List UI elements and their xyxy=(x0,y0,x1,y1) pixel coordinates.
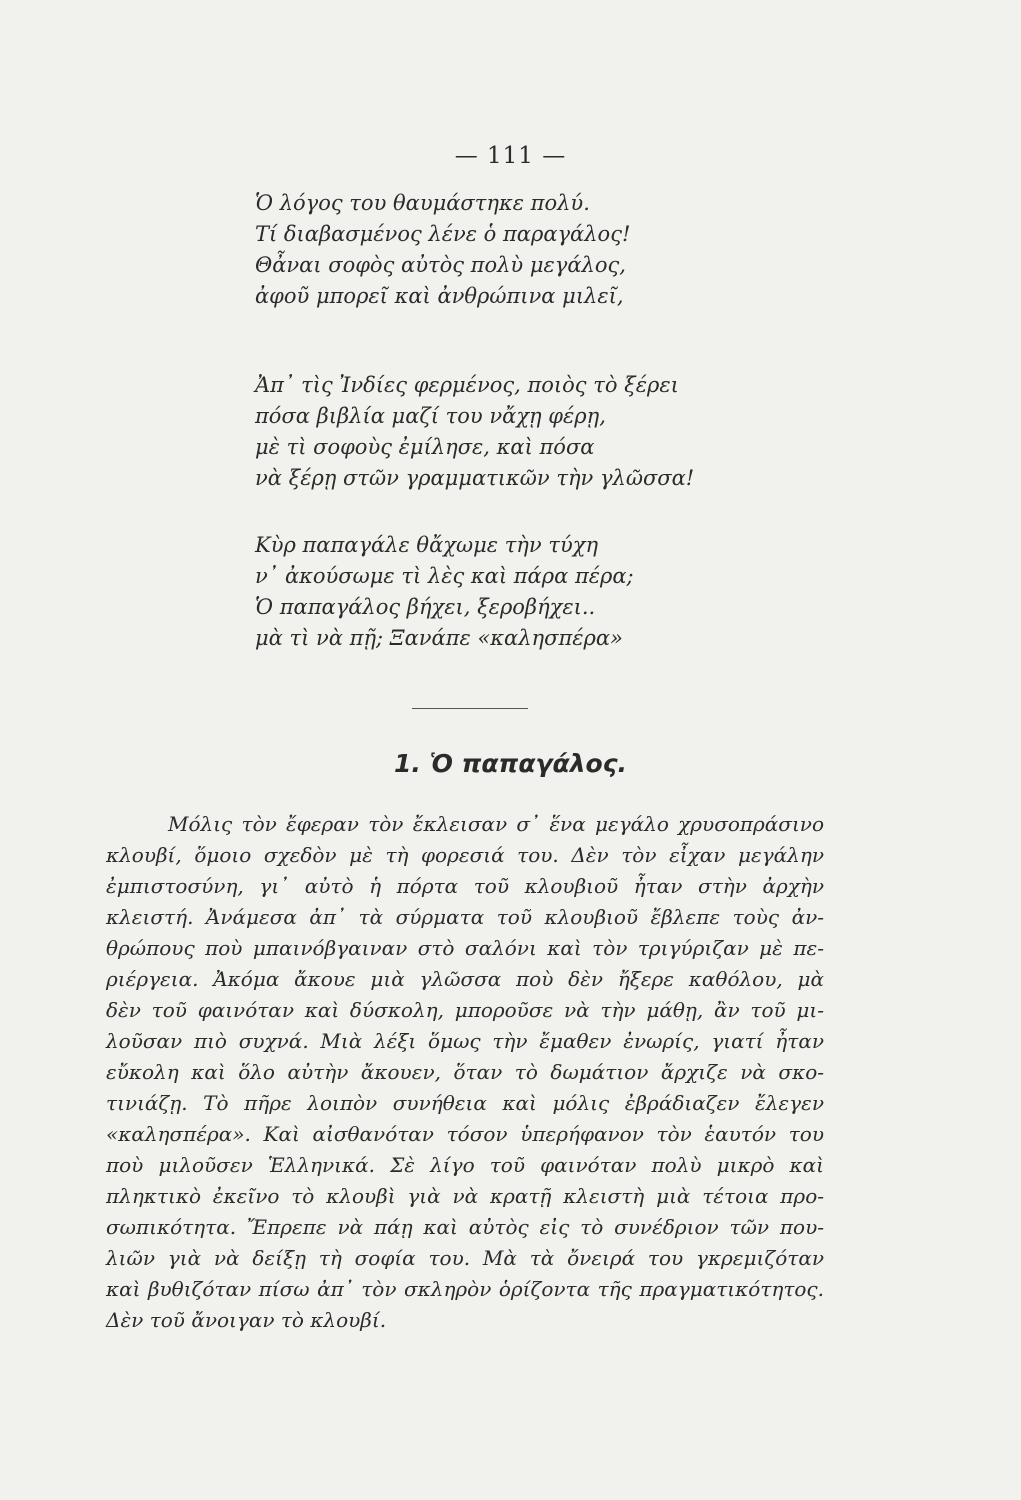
poem-line: Ὁ παπαγάλος βήχει, ξεροβήχει.. xyxy=(255,595,596,619)
prose-line: θρώπους ποὺ μπαινόβγαιναν στὸ σαλόνι καὶ τὸν τριγύριζαν μὲ πε- xyxy=(106,936,824,960)
poem-line: νὰ ξέρῃ στῶν γραμματικῶν τὴν γλῶσσα! xyxy=(255,466,695,490)
prose-line: ριέργεια. Ἀκόμα ἄκουε μιὰ γλῶσσα ποὺ δὲν ἤξερε καθόλου, μὰ xyxy=(106,967,824,991)
prose-line: κλουβί, ὅμοιο σχεδὸν μὲ τὴ φορεσιά του. Δὲν τὸν εἶχαν μεγάλην xyxy=(106,843,824,867)
prose-line: πληκτικὸ ἐκεῖνο τὸ κλουβὶ γιὰ νὰ κρατῇ κλειστὴ μιὰ τέτοια προ- xyxy=(106,1184,824,1208)
prose-line: ἐμπιστοσύνη, γι᾿ αὐτὸ ἡ πόρτα τοῦ κλουβιοῦ ἦταν στὴν ἀρχὴν xyxy=(106,874,824,898)
poem-line: Θἆναι σοφὸς αὐτὸς πολὺ μεγάλος, xyxy=(255,253,626,277)
poem-line: Ὁ λόγος του θαυμάστηκε πολύ. xyxy=(255,191,590,215)
prose-line: ποὺ μιλοῦσεν Ἑλληνικά. Σὲ λίγο τοῦ φαινόταν πολὺ μικρὸ καὶ xyxy=(106,1153,824,1177)
poem-stanza-2 xyxy=(255,370,694,494)
prose-paragraph xyxy=(106,809,824,1336)
prose-line: Μόλις τὸν ἔφεραν τὸν ἔκλεισαν σ᾿ ἕνα μεγάλο χρυσοπράσινο xyxy=(168,812,824,836)
prose-line: Δὲν τοῦ ἄνοιγαν τὸ κλουβί. xyxy=(106,1308,387,1332)
prose-line: σωπικότητα. Ἔπρεπε νὰ πάῃ καὶ αὐτὸς εἰς τὸ συνέδριον τῶν που- xyxy=(106,1215,824,1239)
poem-line: πόσα βιβλία μαζί του νἄχῃ φέρῃ, xyxy=(255,404,606,428)
page-number: — 111 — xyxy=(454,143,567,169)
poem-line: Ἀπ᾿ τὶς Ἰνδίες φερμένος, ποιὸς τὸ ξέρει xyxy=(255,373,679,397)
poem-line: μὲ τὶ σοφοὺς ἐμίλησε, καὶ πόσα xyxy=(255,435,595,459)
poem-line: ἀφοῦ μπορεῖ καὶ ἀνθρώπινα μιλεῖ, xyxy=(255,284,624,308)
section-divider xyxy=(412,708,528,709)
poem-stanza-3 xyxy=(255,530,634,654)
prose-line: λοῦσαν πιὸ συχνά. Μιὰ λέξι ὅμως τὴν ἔμαθεν ἐνωρίς, γιατί ἦταν xyxy=(106,1029,824,1053)
poem-line: Κὺρ παπαγάλε θἄχωμε τὴν τύχη xyxy=(255,533,599,557)
poem-line: μὰ τὶ νὰ πῇ; Ξανάπε «καλησπέρα» xyxy=(255,626,623,650)
prose-line: λιῶν γιὰ νὰ δείξῃ τὴ σοφία του. Μὰ τὰ ὄνειρά του γκρεμιζόταν xyxy=(106,1246,824,1270)
section-title: 1. Ὁ παπαγάλος. xyxy=(393,749,628,778)
prose-line: τινιάζῃ. Τὸ πῆρε λοιπὸν συνήθεια καὶ μόλις ἐβράδιαζεν ἔλεγεν xyxy=(106,1091,824,1115)
poem-stanza-1 xyxy=(255,188,630,312)
prose-line: εὔκολη καὶ ὅλο αὐτὴν ἄκουεν, ὅταν τὸ δωμάτιον ἄρχιζε νὰ σκο- xyxy=(106,1060,824,1084)
poem-line: Τί διαβασμένος λένε ὁ παραγάλος! xyxy=(255,222,631,246)
prose-line: δὲν τοῦ φαινόταν καὶ δύσκολη, μποροῦσε νὰ τὴν μάθῃ, ἂν τοῦ μι- xyxy=(106,998,824,1022)
prose-line: «καλησπέρα». Καὶ αἰσθανόταν τόσον ὑπερήφανον τὸν ἑαυτόν του xyxy=(106,1122,824,1146)
prose-line: κλειστή. Ἀνάμεσα ἀπ᾿ τὰ σύρματα τοῦ κλουβιοῦ ἔβλεπε τοὺς ἀν- xyxy=(106,905,824,929)
poem-line: ν᾿ ἀκούσωμε τὶ λὲς καὶ πάρα πέρα; xyxy=(255,564,634,588)
prose-line: καὶ βυθιζόταν πίσω ἀπ᾿ τὸν σκληρὸν ὁρίζοντα τῆς πραγματικότητος. xyxy=(106,1277,824,1301)
